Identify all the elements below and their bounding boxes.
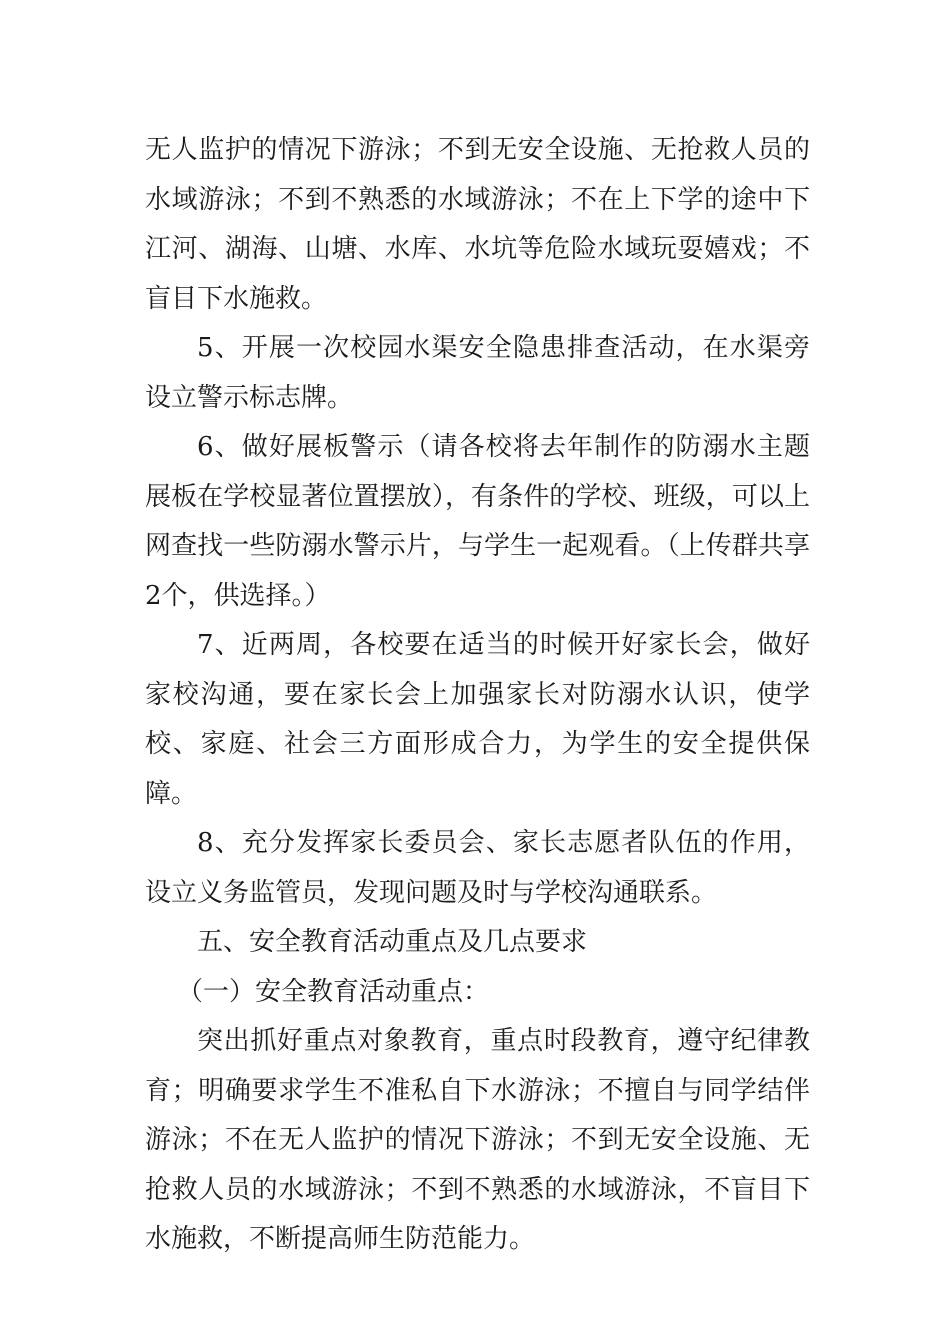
paragraph-item-6: 6、做好展板警示（请各校将去年制作的防溺水主题展板在学校显著位置摆放），有条件的学校、班级，可以上网查找一些防溺水警示片，与学生一起观看。（上传群共享2个，供选择。） bbox=[145, 432, 810, 611]
paragraph-item-5: 5、开展一次校园水渠安全隐患排查活动，在水渠旁设立警示标志牌。 bbox=[145, 333, 810, 413]
section-heading-5: 五、安全教育活动重点及几点要求 bbox=[197, 927, 588, 957]
paragraph-item-7: 7、近两周，各校要在适当的时候开好家长会，做好家校沟通，要在家长会上加强家长对防溺水认识，使学校、家庭、社会三方面形成合力，为学生的安全提供保障。 bbox=[145, 630, 810, 809]
subsection-heading-1: （一）安全教育活动重点： bbox=[177, 976, 490, 1007]
document-body bbox=[145, 126, 810, 1265]
paragraph-item-8: 8、充分发挥家长委员会、家长志愿者队伍的作用，设立义务监管员，发现问题及时与学校沟通联系。 bbox=[145, 828, 810, 908]
paragraph-key-points: 突出抓好重点对象教育，重点时段教育，遵守纪律教育；明确要求学生不准私自下水游泳；不擅自与同学结伴游泳；不在无人监护的情况下游泳；不到无安全设施、无抢救人员的水域游泳；不到不熟悉的水域游泳，不盲目下水施救，不断提高师生防范能力。 bbox=[145, 1026, 810, 1254]
paragraph-continuation: 无人监护的情况下游泳；不到无安全设施、无抢救人员的水域游泳；不到不熟悉的水域游泳；不在上下学的途中下江河、湖海、山塘、水库、水坑等危险水域玩耍嬉戏；不盲目下水施救。 bbox=[145, 135, 810, 314]
